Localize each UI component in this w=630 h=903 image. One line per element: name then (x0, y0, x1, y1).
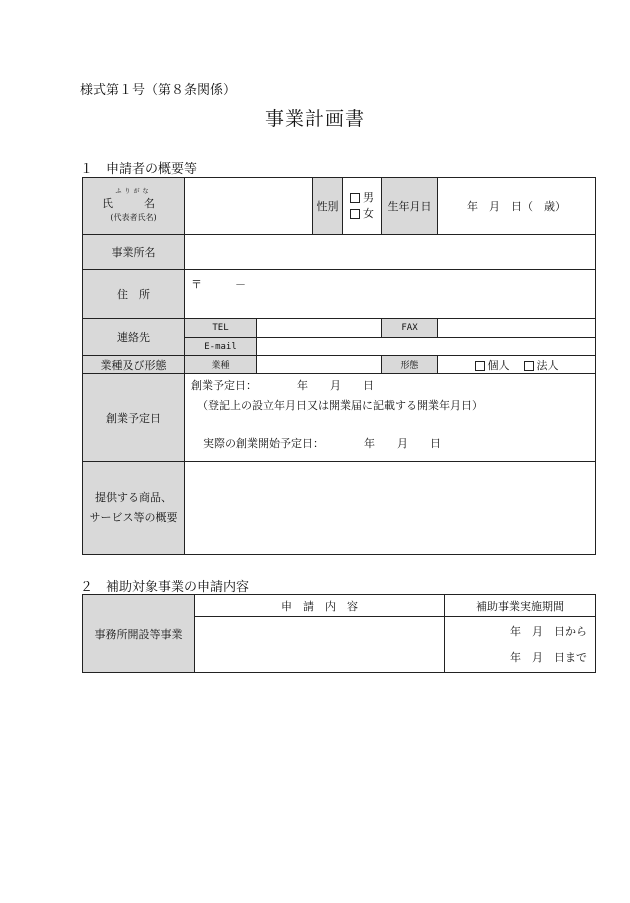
business-type-label: 事務所開設等事業 (83, 595, 195, 673)
business-form-options (438, 356, 596, 374)
gender-options (343, 178, 382, 235)
fax-field[interactable] (438, 319, 596, 338)
industry-field[interactable] (257, 356, 382, 374)
name-ruby: ふりがな (115, 188, 152, 195)
period-field[interactable] (445, 617, 596, 673)
individual-option[interactable]: 個人 (475, 359, 510, 372)
checkbox-icon[interactable] (524, 361, 534, 371)
start-date-label: 創業予定日 (83, 374, 185, 462)
name-note: (代表者氏名) (110, 213, 157, 222)
applicant-overview-table (82, 177, 596, 555)
document-title: 事業計画書 (264, 108, 365, 130)
name-label-cell (83, 178, 185, 235)
office-name-label: 事業所名 (83, 235, 185, 270)
period-header: 補助事業実施期間 (445, 595, 596, 617)
period-to: 年 月 日まで (510, 650, 587, 664)
period-from: 年 月 日から (510, 624, 587, 638)
birth-date-field[interactable]: 年 月 日（ 歳） (438, 178, 596, 235)
content-field[interactable] (195, 617, 445, 673)
contact-label: 連絡先 (83, 319, 185, 356)
start-date-note: （登記上の設立年月日又は開業届に記載する開業年月日） (197, 399, 483, 412)
application-content-table (82, 594, 596, 673)
email-field[interactable] (257, 338, 596, 356)
email-label: E-mail (185, 338, 257, 356)
gender-male-option[interactable]: 男 (343, 190, 381, 206)
tel-field[interactable] (257, 319, 382, 338)
form-number: 様式第１号（第８条関係） (80, 83, 237, 98)
tel-label: TEL (185, 319, 257, 338)
name-field[interactable] (185, 178, 313, 235)
section1-heading: １ 申請者の概要等 (80, 162, 198, 177)
products-field[interactable] (185, 462, 596, 555)
actual-start-date-line: 実際の創業開始予定日： 年 月 日 (203, 437, 441, 450)
gender-label: 性別 (313, 178, 343, 235)
checkbox-icon[interactable] (350, 193, 360, 203)
name-label: 氏 名 (102, 197, 165, 210)
gender-female-option[interactable]: 女 (343, 206, 381, 222)
birth-date-label: 生年月日 (382, 178, 438, 235)
products-label: 提供する商品、 サービス等の概要 (83, 462, 185, 555)
address-label: 住 所 (83, 270, 185, 319)
industry-label: 業種及び形態 (83, 356, 185, 374)
address-field[interactable]: 〒 － (185, 270, 596, 319)
start-date-line1: 創業予定日： 年 月 日 (191, 379, 374, 392)
corporation-option[interactable]: 法人 (524, 359, 559, 372)
start-date-field[interactable] (185, 374, 596, 462)
office-name-field[interactable] (185, 235, 596, 270)
industry-sub-label: 業種 (185, 356, 257, 374)
form-sub-label: 形態 (382, 356, 438, 374)
checkbox-icon[interactable] (350, 209, 360, 219)
section2-heading: ２ 補助対象事業の申請内容 (80, 580, 250, 595)
content-header: 申 請 内 容 (195, 595, 445, 617)
checkbox-icon[interactable] (475, 361, 485, 371)
fax-label: FAX (382, 319, 438, 338)
